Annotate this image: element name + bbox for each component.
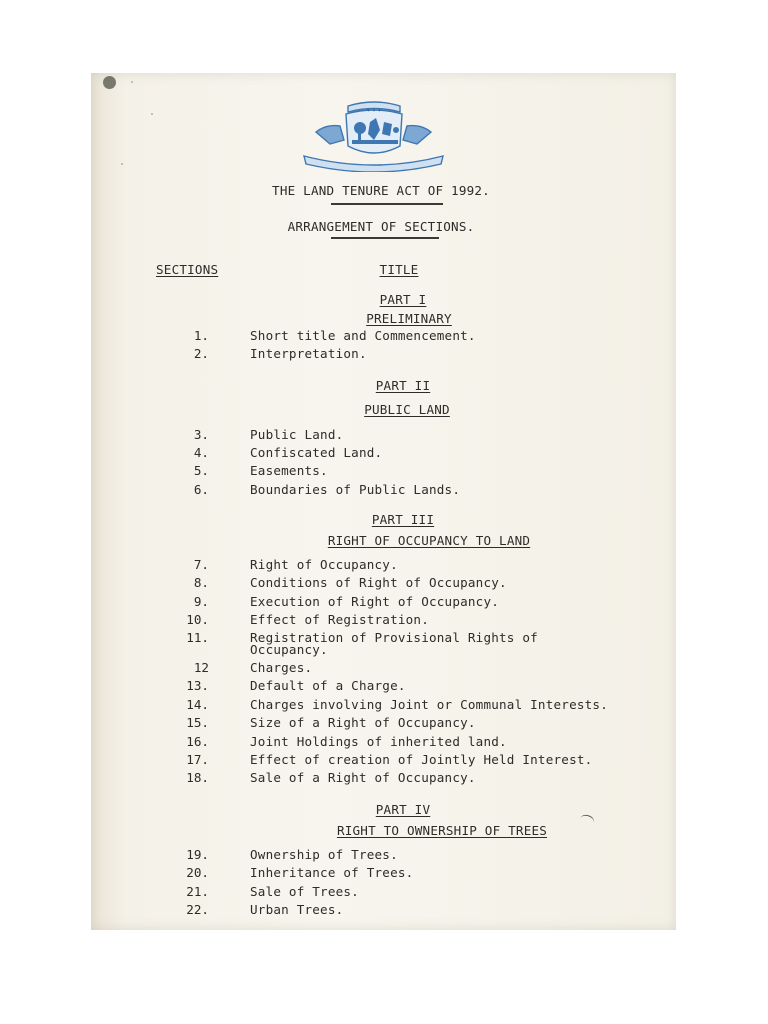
section-title: Sale of Trees. xyxy=(250,884,359,899)
part-heading: PART III xyxy=(371,512,435,527)
section-number: 10. xyxy=(186,612,209,627)
section-title: Charges. xyxy=(250,660,313,675)
section-number: 5. xyxy=(193,463,209,478)
punch-hole xyxy=(103,76,116,89)
section-number: 7. xyxy=(193,557,209,572)
part-heading: PART II xyxy=(375,378,431,393)
section-number: 3. xyxy=(193,427,209,442)
section-number: 16. xyxy=(186,734,209,749)
section-title: Default of a Charge. xyxy=(250,678,406,693)
title-underline xyxy=(331,203,443,205)
column-header-sections: SECTIONS xyxy=(156,262,219,277)
section-title: Registration of Provisional Rights of xyxy=(250,630,538,645)
document-page xyxy=(91,73,676,930)
section-title: Right of Occupancy. xyxy=(250,557,398,572)
section-number: 6. xyxy=(193,482,209,497)
section-title: Ownership of Trees. xyxy=(250,847,398,862)
section-title: Effect of Registration. xyxy=(250,612,429,627)
section-number: 20. xyxy=(186,865,209,880)
part-name: RIGHT OF OCCUPANCY TO LAND xyxy=(327,533,531,548)
section-title: Charges involving Joint or Communal Interests. xyxy=(250,697,608,712)
section-number: 19. xyxy=(186,847,209,862)
section-number: 11. xyxy=(186,630,209,645)
section-number: 14. xyxy=(186,697,209,712)
section-number: 15. xyxy=(186,715,209,730)
section-title: Easements. xyxy=(250,463,328,478)
section-number: 12 xyxy=(193,660,209,675)
section-number: 1. xyxy=(193,328,209,343)
section-title: Size of a Right of Occupancy. xyxy=(250,715,476,730)
section-title: Sale of a Right of Occupancy. xyxy=(250,770,476,785)
subtitle-underline xyxy=(331,237,439,239)
section-number: 4. xyxy=(193,445,209,460)
document-title: THE LAND TENURE ACT OF 1992. xyxy=(272,183,490,198)
part-name: PUBLIC LAND xyxy=(364,402,450,417)
part-heading: PART I xyxy=(379,292,427,307)
section-title: Urban Trees. xyxy=(250,902,344,917)
column-header-title: TITLE xyxy=(379,262,419,277)
section-title: Short title and Commencement. xyxy=(250,328,476,343)
part-heading: PART IV xyxy=(375,802,431,817)
section-title: Boundaries of Public Lands. xyxy=(250,482,461,497)
section-number: 9. xyxy=(193,594,209,609)
section-number: 13. xyxy=(186,678,209,693)
svg-text:✦ ✦ ✦: ✦ ✦ ✦ xyxy=(366,108,382,114)
section-title: Public Land. xyxy=(250,427,344,442)
part-name: RIGHT TO OWNERSHIP OF TREES xyxy=(336,823,548,838)
paper-speck xyxy=(131,81,133,83)
section-number: 2. xyxy=(193,346,209,361)
section-number: 8. xyxy=(193,575,209,590)
coat-of-arms-seal-icon xyxy=(296,100,451,172)
document-subtitle: ARRANGEMENT OF SECTIONS. xyxy=(287,219,475,234)
section-number: 21. xyxy=(186,884,209,899)
section-title-continued: Occupancy. xyxy=(250,642,328,657)
section-number: 18. xyxy=(186,770,209,785)
paper-speck xyxy=(121,163,123,165)
section-title: Confiscated Land. xyxy=(250,445,383,460)
section-number: 17. xyxy=(186,752,209,767)
section-title: Interpretation. xyxy=(250,346,367,361)
section-title: Inheritance of Trees. xyxy=(250,865,414,880)
part-name: PRELIMINARY xyxy=(366,311,452,326)
section-title: Conditions of Right of Occupancy. xyxy=(250,575,507,590)
pencil-mark xyxy=(579,813,596,828)
section-number: 22. xyxy=(186,902,209,917)
section-title: Effect of creation of Jointly Held Interest. xyxy=(250,752,593,767)
section-title: Joint Holdings of inherited land. xyxy=(250,734,507,749)
paper-speck xyxy=(151,113,153,115)
section-title: Execution of Right of Occupancy. xyxy=(250,594,500,609)
